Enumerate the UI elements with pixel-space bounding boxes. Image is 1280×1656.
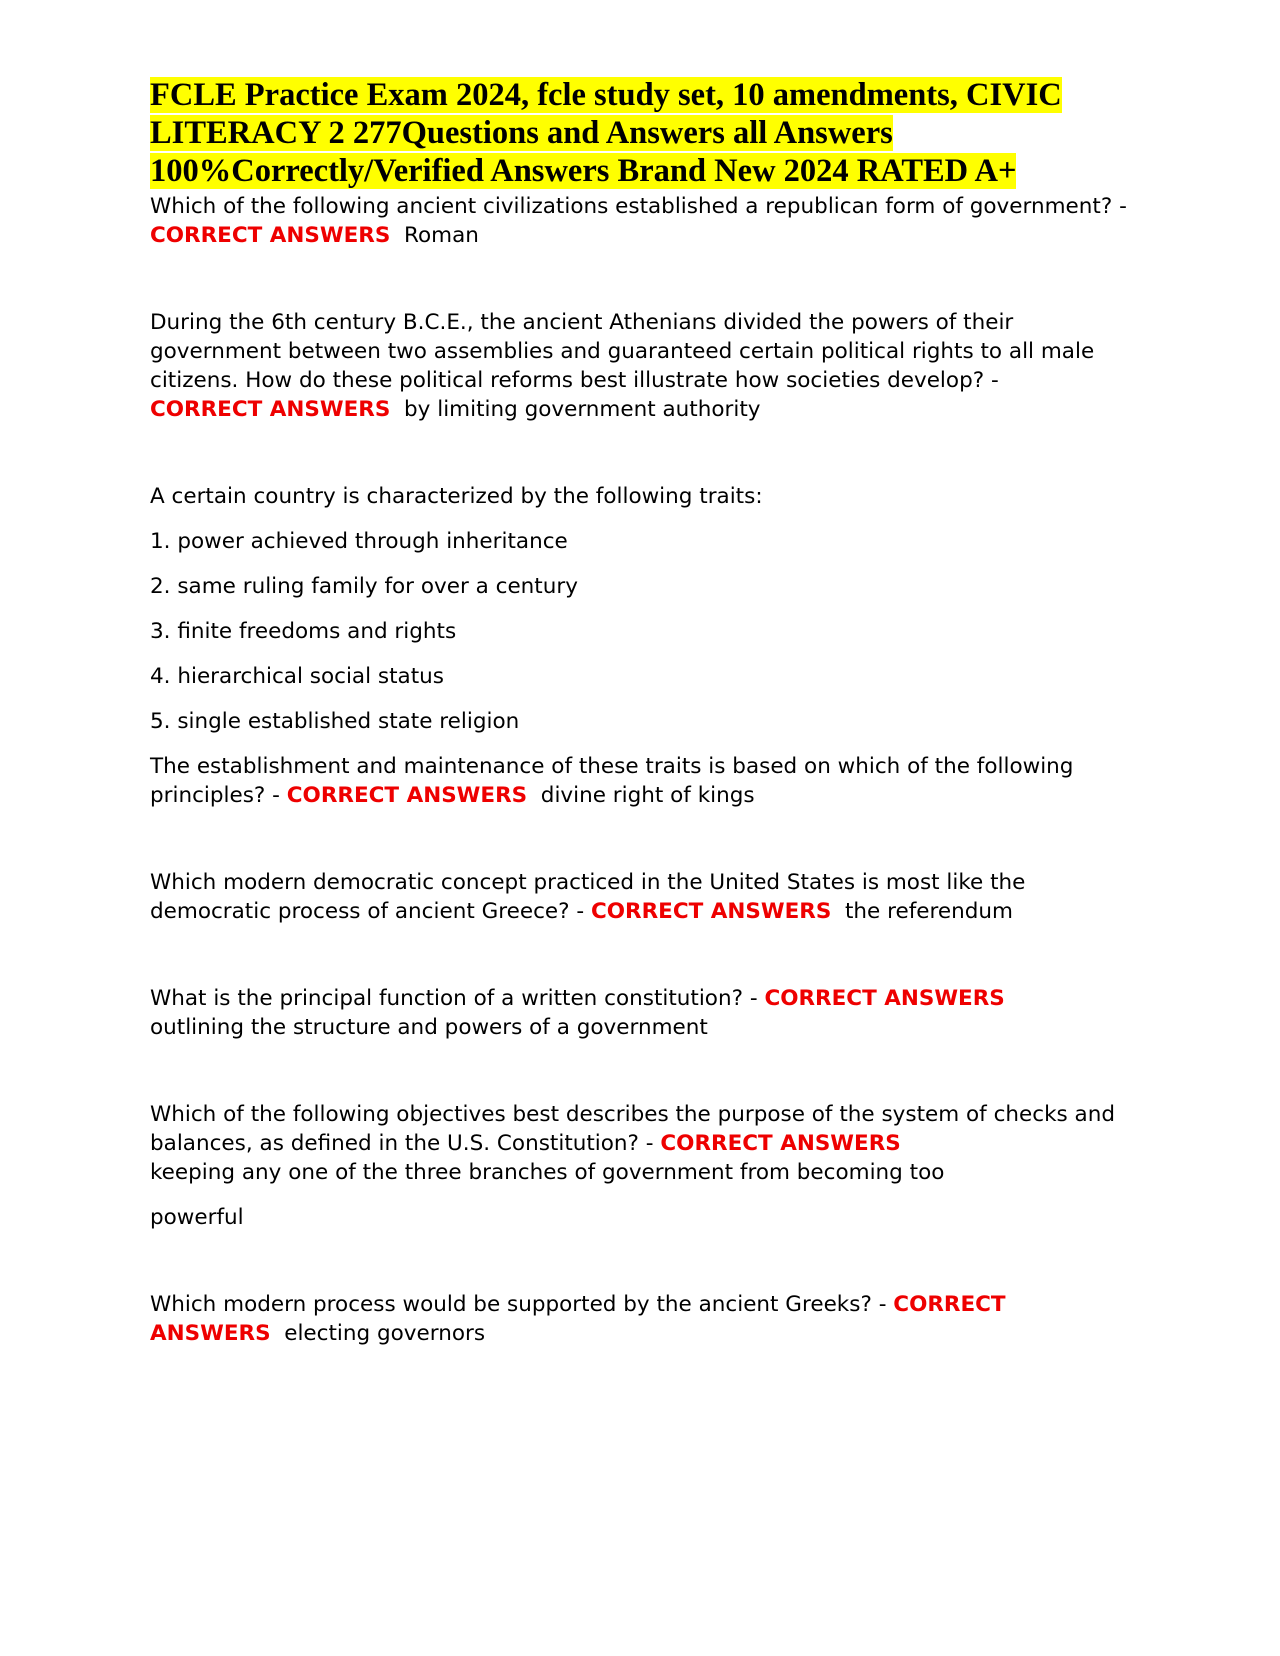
document-page	[150, 76, 1140, 1348]
title-highlight: FCLE Practice Exam 2024, fcle study set, 10 amendments, CIVIC LITERACY 2 277Questions and Answers all Answers 100%Correctly/Verified Answers Brand New 2024 RATED A+	[150, 77, 1062, 189]
document-title	[150, 76, 1140, 190]
correct-answers-label: CORRECT ANSWERS	[590, 899, 832, 924]
qa-question-line	[150, 752, 1140, 810]
correct-answers-label: CORRECT ANSWERS	[286, 783, 528, 808]
question-text: During the 6th century B.C.E., the ancient Athenians divided the powers of their government between two assemblies and guaranteed certain political rights to all male citizens. How do these political reforms best illustrate how societies develop? -	[150, 310, 1095, 393]
spacer	[150, 250, 1140, 308]
qa-item-3	[150, 482, 1140, 810]
spacer	[150, 1042, 1140, 1100]
question-text: What is the principal function of a written constitution? -	[150, 986, 758, 1011]
question-intro: A certain country is characterized by the following traits:	[150, 484, 763, 509]
spacer	[150, 424, 1140, 482]
spacer	[150, 1232, 1140, 1290]
qa-question-line	[150, 1100, 1140, 1187]
spacer	[150, 926, 1140, 984]
qa-item-2	[150, 308, 1140, 424]
qa-item-6	[150, 1100, 1140, 1232]
correct-answers-label: CORRECT ANSWERS	[660, 1131, 901, 1156]
answer-text: by limiting government authority	[404, 397, 761, 422]
question-text: Which modern democratic concept practiced in the United States is most like the democratic process of ancient Greece? -	[150, 870, 1026, 924]
trait-list-item: 5. single established state religion	[150, 709, 520, 734]
answer-continuation: powerful	[150, 1205, 244, 1230]
answer-text: electing governors	[284, 1321, 486, 1346]
correct-answers-label: CORRECT ANSWERS	[150, 397, 391, 422]
question-text: Which of the following objectives best describes the purpose of the system of checks and balances, as defined in the U.S. Constitution? -	[150, 1102, 1116, 1156]
question-text: The establishment and maintenance of these traits is based on which of the following principles? -	[150, 754, 1074, 808]
answer-text: keeping any one of the three branches of government from becoming too	[150, 1160, 945, 1185]
qa-item-4	[150, 868, 1140, 926]
answer-text: Roman	[404, 223, 479, 248]
qa-item-5	[150, 984, 1140, 1042]
question-text: Which modern process would be supported by the ancient Greeks? -	[150, 1292, 887, 1317]
trait-list-item: 3. finite freedoms and rights	[150, 619, 457, 644]
correct-answers-label: CORRECT ANSWERS	[150, 223, 391, 248]
answer-text: the referendum	[845, 899, 1013, 924]
correct-answers-label: CORRECT ANSWERS	[764, 986, 1005, 1011]
question-text: Which of the following ancient civilizations established a republican form of government? -	[150, 194, 1127, 219]
trait-list-item: 4. hierarchical social status	[150, 664, 444, 689]
qa-item-7	[150, 1290, 1140, 1348]
answer-text: outlining the structure and powers of a government	[150, 1015, 708, 1040]
correct-answers-label: CORRECT ANSWERS	[150, 1292, 1006, 1346]
answer-text: divine right of kings	[540, 783, 755, 808]
qa-item-1	[150, 192, 1140, 250]
spacer	[150, 810, 1140, 868]
trait-list-item: 1. power achieved through inheritance	[150, 529, 568, 554]
trait-list-item: 2. same ruling family for over a century	[150, 574, 578, 599]
